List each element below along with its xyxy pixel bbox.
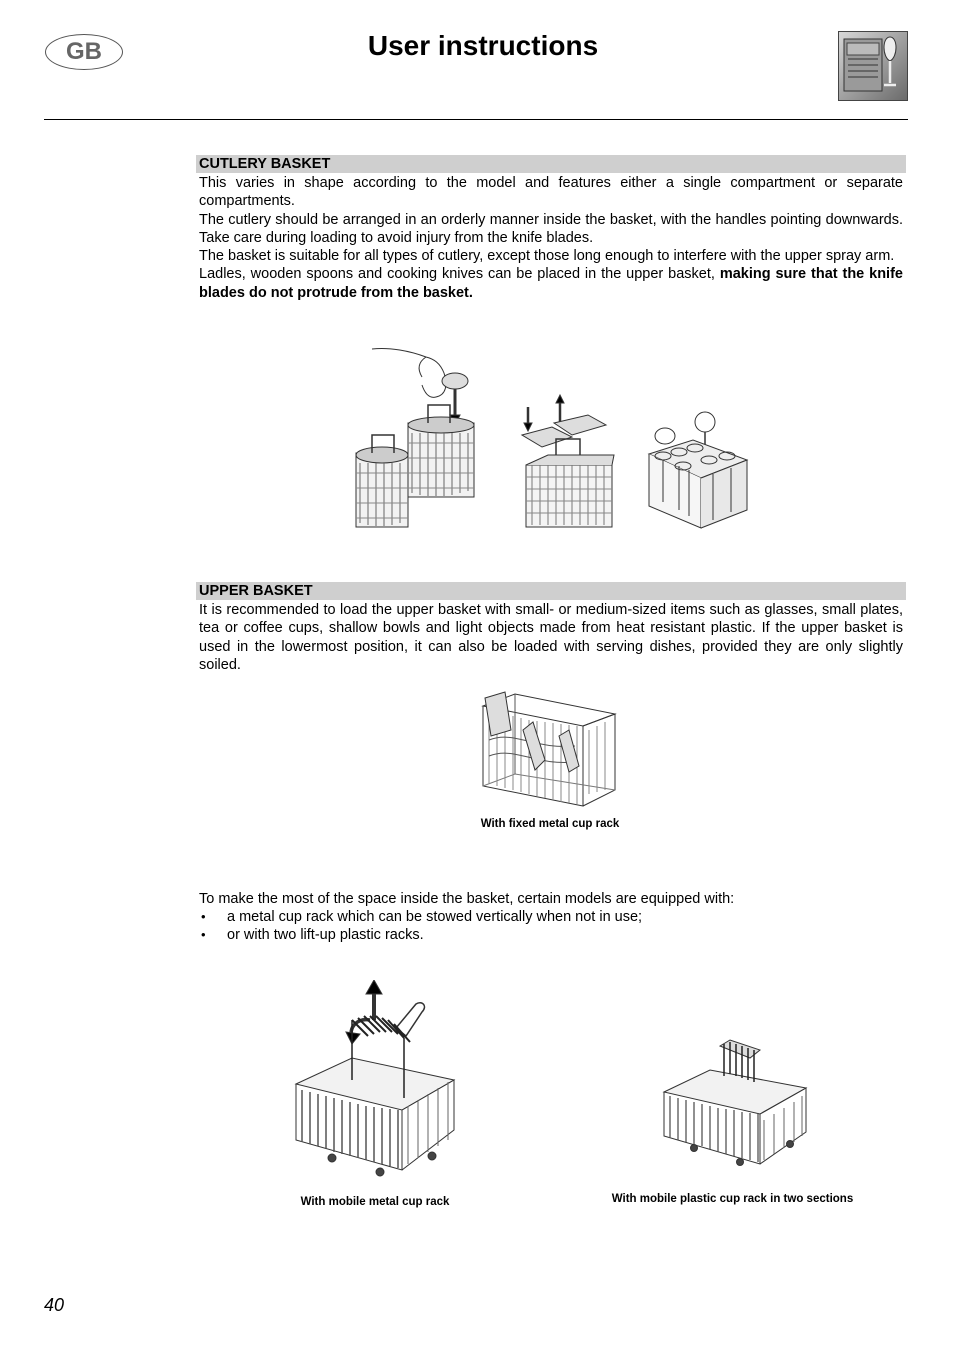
upper-basket-text: [199, 601, 903, 674]
caption-mobile-plastic-cup-rack: With mobile plastic cup rack in two sections: [611, 1193, 854, 1205]
cutlery-paragraph-4-normal: Ladles, wooden spoons and cooking knives can be placed in the upper basket,: [199, 266, 720, 283]
cutlery-paragraph-1: This varies in shape according to the model and features either a single compartment or separate compartments.: [199, 175, 903, 210]
caption-mobile-metal-cup-rack: With mobile metal cup rack: [300, 1196, 450, 1208]
list-item: • a metal cup rack which can be stowed vertically when not in use;: [199, 908, 903, 926]
mobile-metal-cup-rack-illustration: [292, 980, 460, 1180]
cup-rack-options-list: [199, 908, 903, 945]
page-number: 40: [44, 1295, 65, 1315]
cutlery-basket-hand-illustration: [350, 343, 480, 531]
upper-basket-paragraph: It is recommended to load the upper basket with small- or medium-sized items such as glasses, small plates, tea or coffee cups, shallow bowls and light objects made from heat resistant plastic. If the upper basket is used in the lowermost position, it can also be loaded with serving dishes, provided they are only slightly soiled.: [199, 602, 903, 673]
section-heading-cutlery-basket: CUTLERY BASKET: [196, 155, 906, 173]
cutlery-paragraph-4: [199, 265, 903, 302]
cutlery-basket-lids-illustration: [518, 393, 618, 529]
cutlery-paragraph-2: The cutlery should be arranged in an orderly manner inside the basket, with the handles pointing downwards. Take care during loading to avoid injury from the knife blades.: [199, 211, 903, 246]
header-rule: [44, 119, 908, 120]
cutlery-paragraph-3: The basket is suitable for all types of cutlery, except those long enough to interfere with the upper spray arm.: [199, 248, 895, 265]
list-item: • or with two lift-up plastic racks.: [199, 926, 903, 944]
cutlery-basket-text: [199, 174, 903, 302]
caption-fixed-metal-cup-rack: With fixed metal cup rack: [480, 818, 620, 830]
section-heading-upper-basket: UPPER BASKET: [196, 582, 906, 600]
page-title: User instructions: [367, 30, 599, 61]
glass-holder-illustration: [643, 410, 753, 530]
mobile-plastic-cup-rack-illustration: [660, 1036, 810, 1168]
fixed-cup-rack-illustration: [475, 690, 623, 808]
dishwasher-glass-icon: [838, 31, 908, 101]
upper-basket-intro-text: To make the most of the space inside the basket, certain models are equipped with:: [199, 891, 735, 907]
upper-basket-intro: [199, 890, 903, 908]
language-badge: GB: [45, 34, 123, 70]
cutlery-paragraph-4-bold: making sure that the knife blades do not protrude from the basket.: [199, 266, 903, 301]
